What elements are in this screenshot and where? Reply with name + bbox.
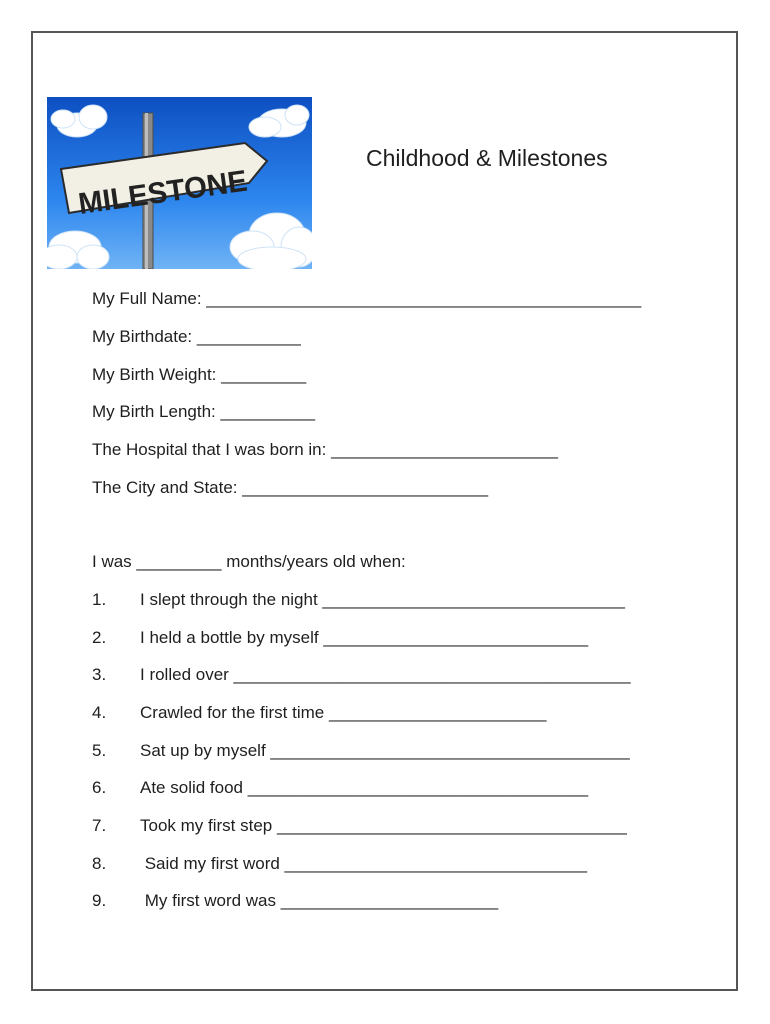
blank-line: ________________________ <box>331 440 558 459</box>
blank-line: ___________ <box>196 327 301 346</box>
item-text: I slept through the night <box>140 590 323 609</box>
field-birthdate <box>92 327 301 347</box>
milestones-intro: I was _________ months/years old when: <box>92 552 406 571</box>
item-text: Sat up by myself <box>140 741 271 760</box>
blank-line: _____________________________________ <box>276 816 627 835</box>
item-number: 5. <box>92 741 107 760</box>
item-number: 8. <box>92 854 107 873</box>
item-number: 9. <box>92 891 107 910</box>
blank-line: ______________________________________ <box>270 741 630 760</box>
milestone-item <box>92 741 630 761</box>
item-text: Crawled for the first time <box>140 703 329 722</box>
item-number: 1. <box>92 590 107 609</box>
blank-line: _________ <box>221 365 307 384</box>
blank-line: _______________________ <box>328 703 547 722</box>
milestone-banner-image <box>47 97 312 269</box>
milestone-item <box>92 628 588 648</box>
item-text: I held a bottle by myself <box>140 628 324 647</box>
blank-line: ________________________________ <box>284 854 588 873</box>
blank-line: __________________________ <box>242 478 489 497</box>
field-birth-length <box>92 402 315 422</box>
blank-line: ______________________________________________ <box>206 289 642 308</box>
item-text: Said my first word <box>140 854 285 873</box>
blank-line: ____________________________ <box>323 628 589 647</box>
page-title: Childhood & Milestones <box>366 145 608 171</box>
milestone-item <box>92 703 546 723</box>
item-text: Took my first step <box>140 816 277 835</box>
field-label: My Full Name: <box>92 289 207 308</box>
item-text: I rolled over <box>140 665 234 684</box>
item-number: 4. <box>92 703 107 722</box>
field-city-state <box>92 478 488 498</box>
blank-line: __________________________________________ <box>233 665 631 684</box>
field-label: My Birthdate: <box>92 327 197 346</box>
field-label: The City and State: <box>92 478 243 497</box>
blank-line: __________ <box>220 402 316 421</box>
sign-text: MILESTONE <box>76 163 254 221</box>
field-label: The Hospital that I was born in: <box>92 440 332 459</box>
milestone-item <box>92 590 625 610</box>
milestone-item <box>92 816 627 836</box>
item-number: 7. <box>92 816 107 835</box>
item-text: My first word was <box>140 891 281 910</box>
milestone-item <box>92 891 498 911</box>
blank-line: ________________________________ <box>322 590 625 609</box>
blank-line: ____________________________________ <box>247 778 589 797</box>
item-number: 3. <box>92 665 107 684</box>
milestone-item <box>92 778 588 798</box>
milestone-item <box>92 854 587 874</box>
item-text: Ate solid food <box>140 778 248 797</box>
item-number: 6. <box>92 778 107 797</box>
milestone-item <box>92 665 631 685</box>
field-label: My Birth Weight: <box>92 365 222 384</box>
item-number: 2. <box>92 628 107 647</box>
field-hospital <box>92 440 558 460</box>
field-full-name <box>92 289 641 309</box>
blank-line: _______________________ <box>280 891 499 910</box>
field-birth-weight <box>92 365 306 385</box>
field-label: My Birth Length: <box>92 402 221 421</box>
